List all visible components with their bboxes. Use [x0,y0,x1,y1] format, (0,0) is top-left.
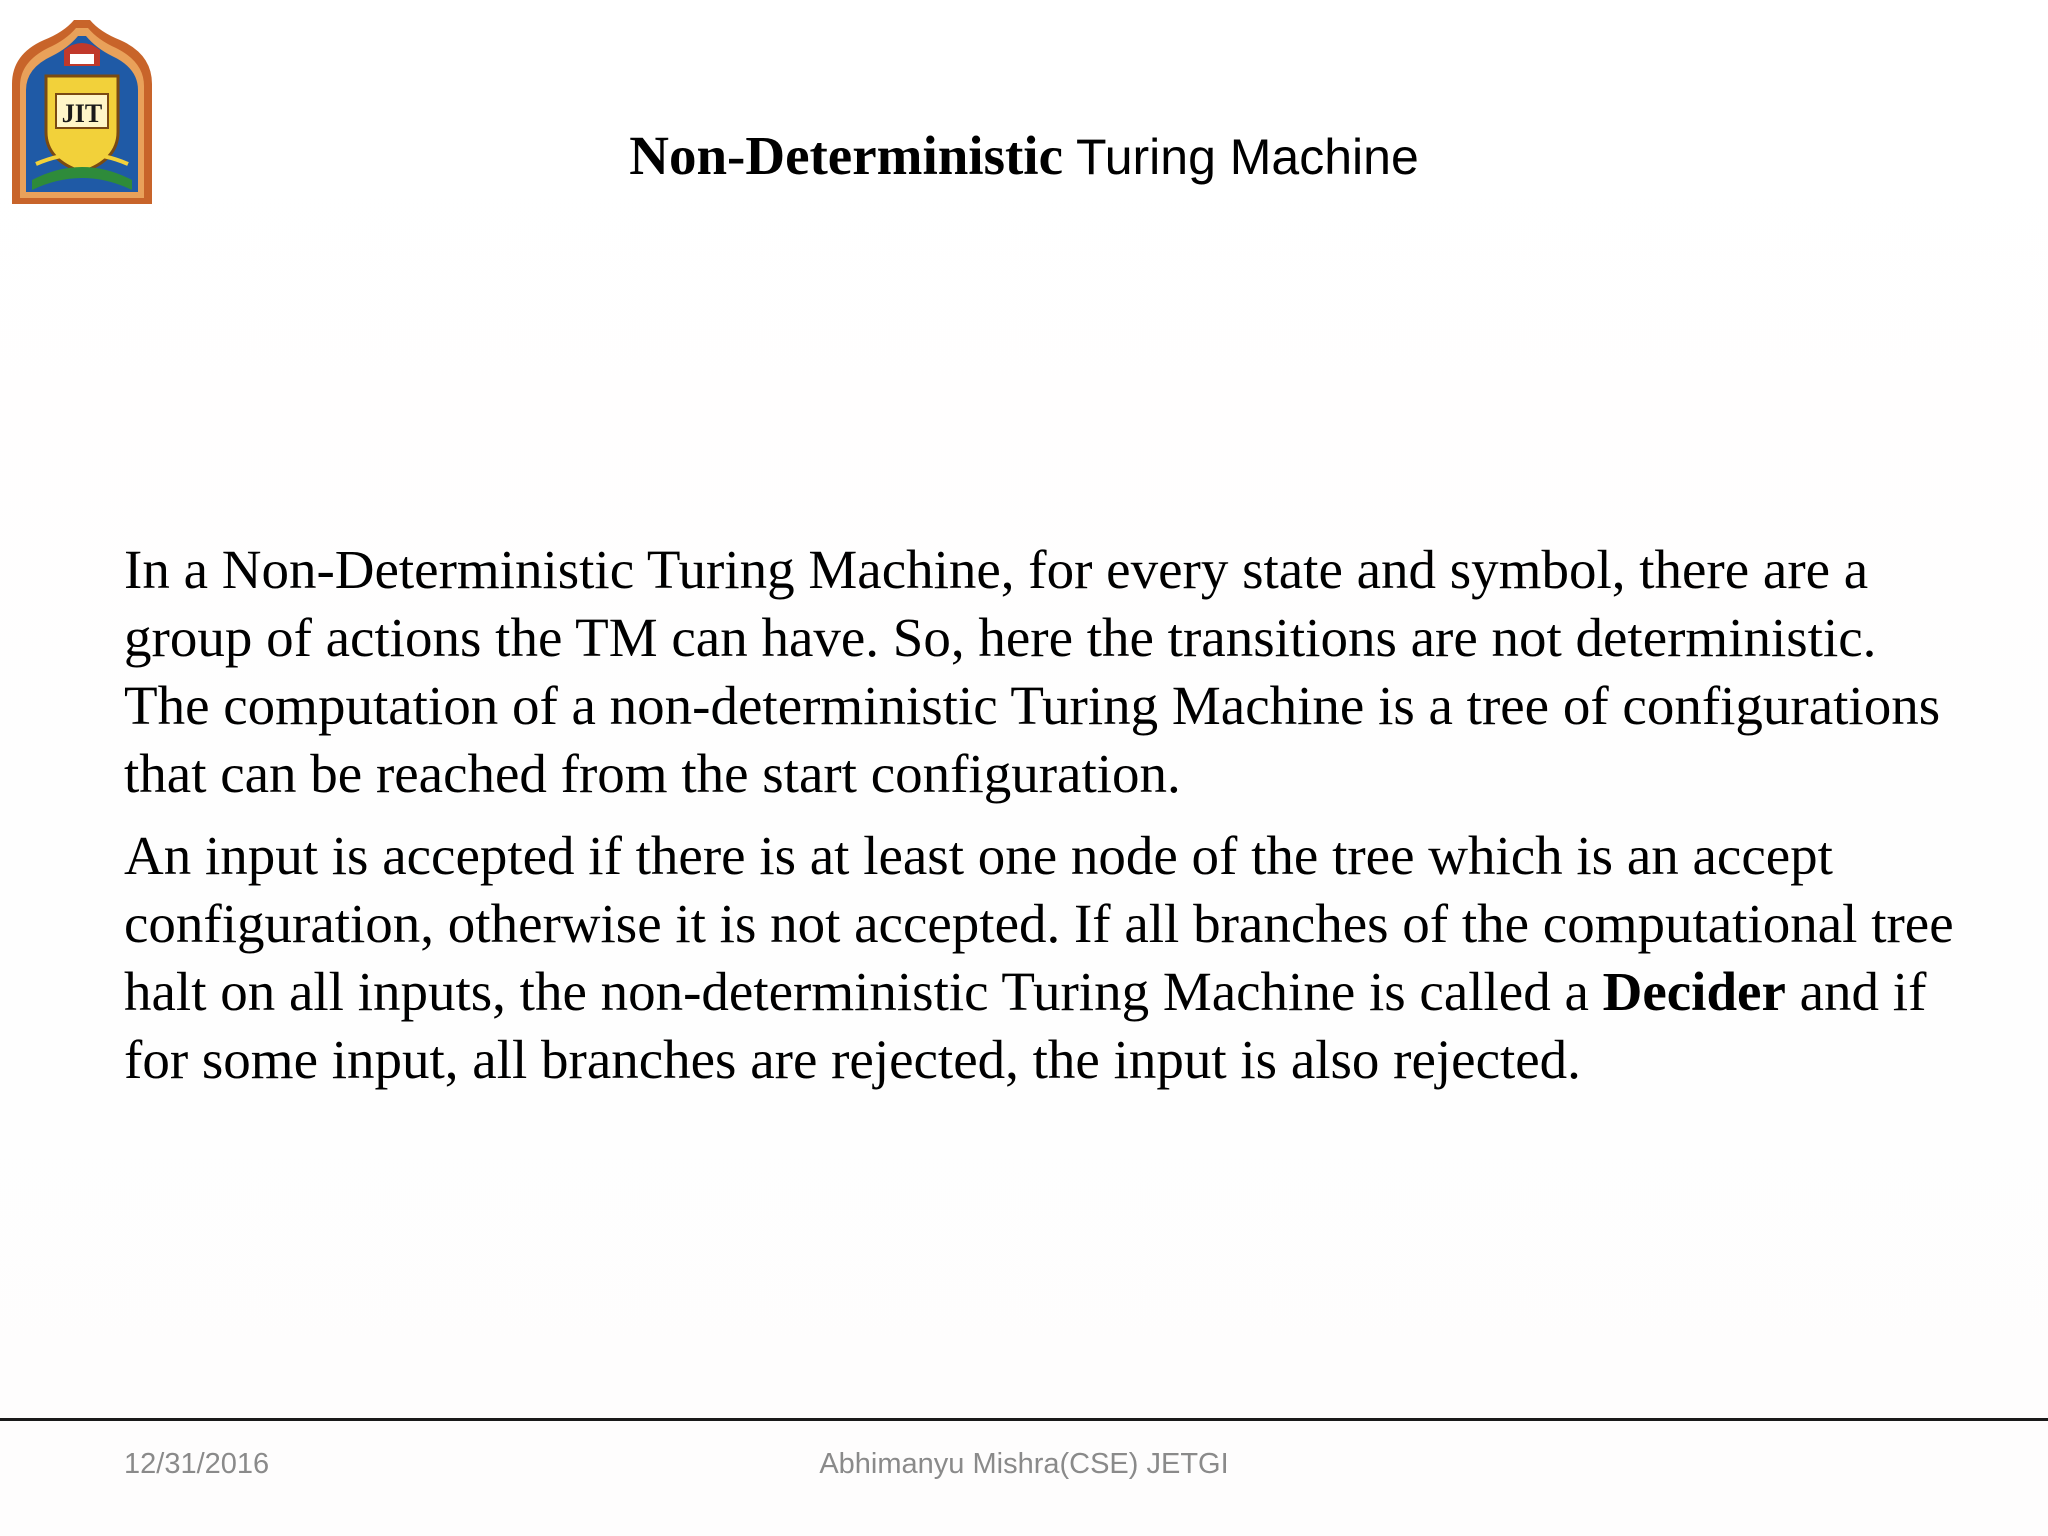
footer-date: 12/31/2016 [124,1448,270,1480]
footer-author: Abhimanyu Mishra(CSE) JETGI [819,1448,1229,1480]
slide-title [0,124,2048,187]
logo-initials: JIT [61,99,103,128]
footer-divider [0,1418,2048,1421]
paragraph-1: In a Non-Deterministic Turing Machine, for every state and symbol, there are a group of actions the TM can have. So, here the transitions are not deterministic. The computation of a non-deterministic Turing Machine is a tree of configurations that can be reached from the start configuration. [124,539,1941,804]
paragraph-2-text-start: An input is accepted if there is at least one node of the tree which is an accept configuration, otherwise it is not accepted. If all branches of the computational tree halt on all inputs, the non-deterministic Turing Machine is called a [124,825,1954,1022]
paragraph-2-text-end: and if for some input, all branches are rejected, the input is also rejected. [124,961,1927,1090]
paragraph-2 [124,822,1954,1094]
slide-title-rest: Turing Machine [1063,129,1419,185]
decider-term: Decider [1602,961,1786,1022]
slide-body [124,536,1954,1108]
slide-title-bold: Non-Deterministic [629,125,1064,186]
